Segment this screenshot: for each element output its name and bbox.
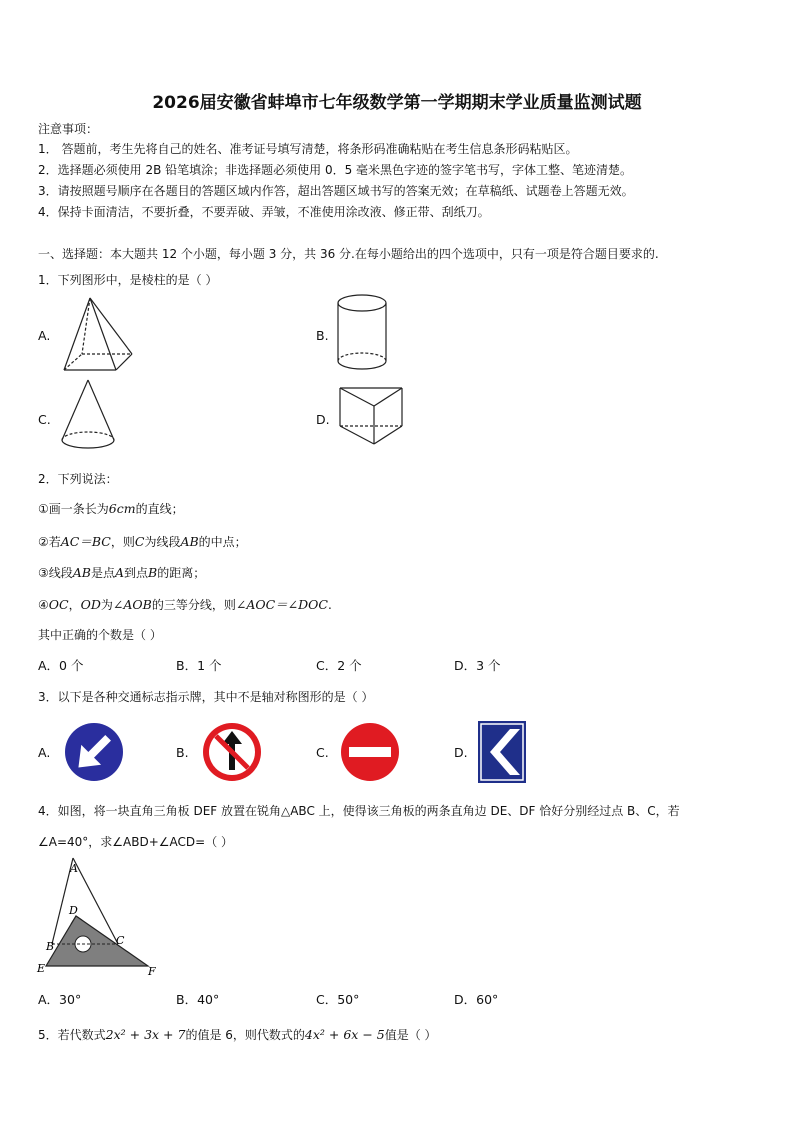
fig-label-b: B [46,940,55,953]
q2-option-b: B．1 个 [176,658,222,673]
no-straight-ahead-sign-icon [202,722,262,782]
section-heading: 一、选择题：本大题共 12 个小题，每小题 3 分，共 36 分.在每小题给出的四个选项中，只有一项是符合题目要求的. [38,247,659,261]
q2-stem: 2．下列说法： [38,472,118,486]
q1-stem: 1．下列图形中，是棱柱的是（ ） [38,273,218,287]
q4-stem-line1: 4．如图，将一块直角三角板 DEF 放置在锐角△ABC 上，使得该三角板的两条直角边 DE、DF 恰好分别经过点 B、C，若 [38,804,680,818]
q4-option-d: D．60° [454,992,499,1007]
fig-label-e: E [37,962,46,975]
q1-label-c: C. [38,412,51,427]
q3-label-b: B. [176,745,189,760]
q2-statement-1: ①画一条长为6cm的直线； [38,501,184,516]
q4-option-c: C．50° [316,992,360,1007]
q1-label-b: B. [316,328,329,343]
q2-option-d: D．3 个 [454,658,501,673]
cylinder-figure [336,293,388,373]
q5-stem: 5．若代数式2x² + 3x + 7的值是 6，则代数式的4x² + 6x − 5值是（ ） [38,1027,437,1042]
q4-stem-line2: ∠A=40°，求∠ABD+∠ACD=（ ） [38,835,234,849]
q3-label-d: D. [454,745,468,760]
q2-option-c: C．2 个 [316,658,362,673]
q2-statement-2: ②若AC＝BC，则C为线段AB的中点； [38,534,247,549]
q2-option-a: A．0 个 [38,658,84,673]
no-entry-sign-icon [340,722,400,782]
cone-figure [60,378,116,456]
pyramid-figure [60,296,138,374]
q3-label-a: A. [38,745,51,760]
fig-label-a: A [70,862,78,875]
notice-item-3: 3．请按照题号顺序在各题目的答题区域内作答，超出答题区域书写的答案无效；在草稿纸、试题卷上答题无效。 [38,184,634,198]
q2-statement-4: ④OC，OD为∠AOB的三等分线，则∠AOC＝∠DOC. [38,597,332,612]
notice-item-4: 4．保持卡面清洁，不要折叠，不要弄破、弄皱，不准使用涂改液、修正带、刮纸刀。 [38,205,490,219]
q2-ask: 其中正确的个数是（ ） [38,628,162,642]
q1-label-a: A. [38,328,51,343]
q1-label-d: D. [316,412,330,427]
q3-label-c: C. [316,745,329,760]
blue-arrow-sign-icon [64,722,124,782]
q3-stem: 3．以下是各种交通标志指示牌，其中不是轴对称图形的是（ ） [38,690,374,704]
notice-item-1: 1． 答题前，考生先将自己的姓名、准考证号填写清楚，将条形码准确粘贴在考生信息条形码粘贴区。 [38,142,578,156]
fig-label-d: D [69,904,78,917]
q2-statement-3: ③线段AB是点A到点B的距离； [38,565,206,580]
q4-option-b: B．40° [176,992,220,1007]
fig-label-f: F [148,965,156,978]
q4-option-a: A．30° [38,992,82,1007]
page-title: 2026届安徽省蚌埠市七年级数学第一学期期末学业质量监测试题 [152,93,642,113]
notice-heading: 注意事项： [38,122,99,136]
notice-item-2: 2．选择题必须使用 2B 铅笔填涂；非选择题必须使用 0．5 毫米黑色字迹的签字笔书写，字体工整、笔迹清楚。 [38,163,633,177]
chevron-left-sign-icon [478,721,526,783]
triangular-prism-figure [338,386,404,448]
fig-label-c: C [116,934,125,947]
triangle-figure [36,858,166,980]
